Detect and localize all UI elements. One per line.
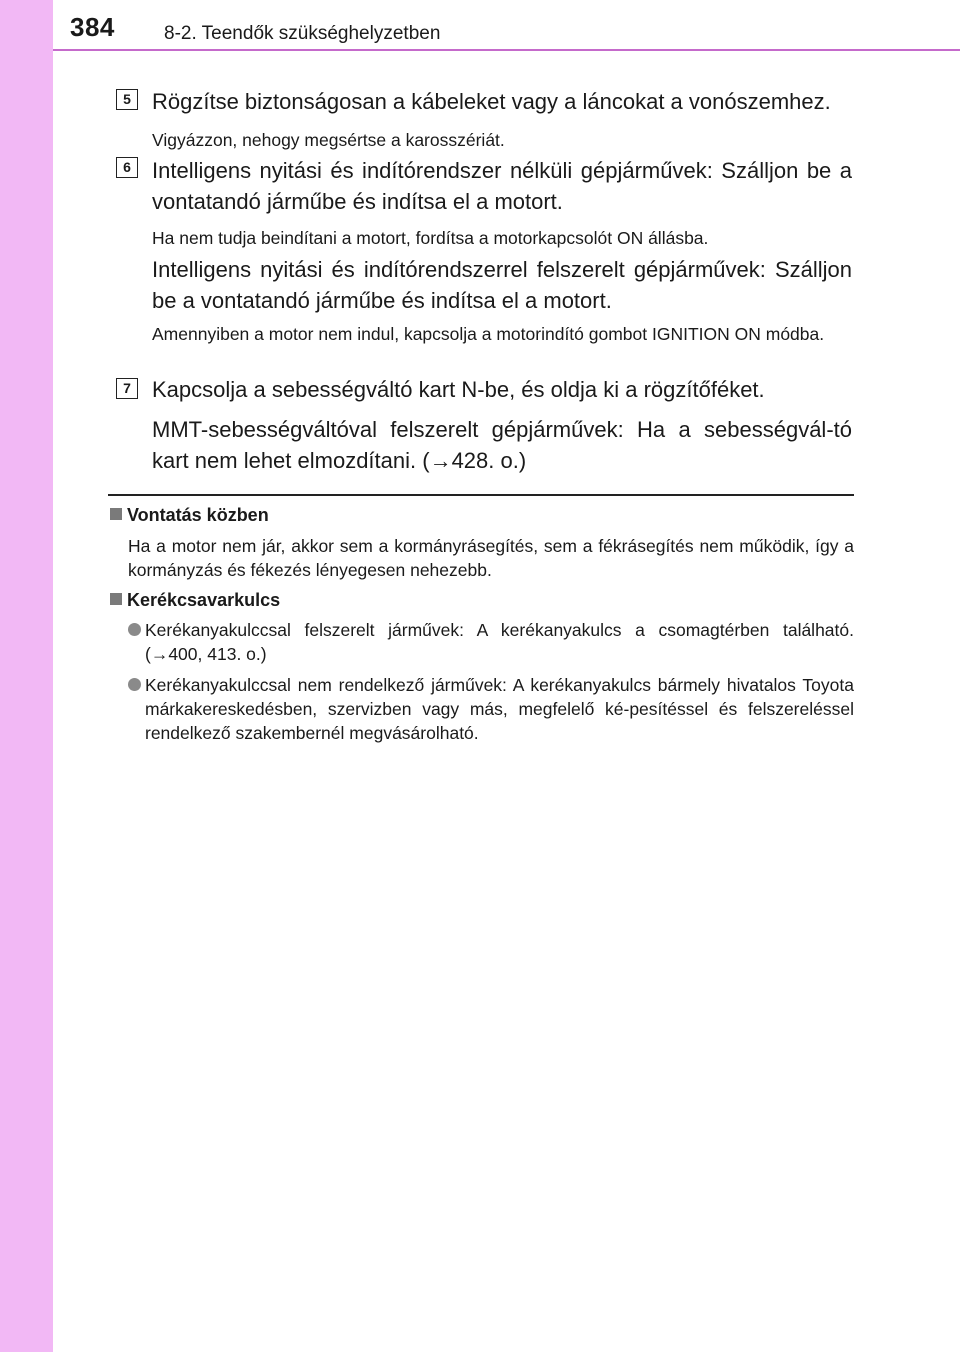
list-item-text: Kerékanyakulccsal nem rendelkező járművek: A kerékanyakulcs bármely hivatalos Toyota márkakereskedésben, szervizben vagy más, megfelelő ké-pesítéssel és felszereléssel rendelkező szakembernél megvásárolható.: [145, 675, 854, 743]
circle-bullet-icon: [128, 623, 141, 636]
square-bullet-icon: [110, 508, 122, 520]
section-title: 8-2. Teendők szükséghelyzetben: [164, 23, 441, 44]
chapter-tab-sidebar: [0, 0, 53, 1352]
step-5-note: Vigyázzon, nehogy megsértse a karosszériát.: [152, 130, 505, 150]
step-6-note-1: Ha nem tudja beindítani a motort, fordítsa a motorkapcsolót ON állásba.: [152, 228, 709, 248]
page-number: 384: [70, 12, 115, 42]
step-number-6: 6: [116, 157, 138, 178]
step-6-instruction: Intelligens nyitási és indítórendszer nélküli gépjárművek: Szálljon be a vontatandó járműbe és indítsa el a motort.: [152, 158, 852, 214]
note-heading-text: Vontatás közben: [127, 505, 269, 525]
circle-bullet-icon: [128, 678, 141, 691]
step-6-note-2: Amennyiben a motor nem indul, kapcsolja a motorindító gombot IGNITION ON módba.: [152, 324, 825, 344]
list-item-text: Kerékanyakulccsal felszerelt járművek: A kerékanyakulcs a csomagtérben található. (→400, 413. o.): [145, 620, 854, 664]
note-heading-towing: [110, 505, 269, 526]
step-7-instruction: Kapcsolja a sebességváltó kart N-be, és oldja ki a rögzítőféket.: [152, 377, 765, 402]
step-5-instruction: Rögzítse biztonságosan a kábeleket vagy a láncokat a vonószemhez.: [152, 89, 831, 114]
square-bullet-icon: [110, 593, 122, 605]
list-item: [128, 618, 854, 666]
note-towing-body: Ha a motor nem jár, akkor sem a kormányrásegítés, sem a fékrásegítés nem működik, így a kormányzás és fékezés lényegesen nehezebb.: [128, 536, 854, 580]
step-7-instruction-2: MMT-sebességváltóval felszerelt gépjárművek: Ha a sebességvál-tó kart nem lehet elmozdítani. (→428. o.): [152, 417, 852, 473]
section-divider: [108, 494, 854, 496]
note-heading-text: Kerékcsavarkulcs: [127, 590, 281, 610]
step-number-7: 7: [116, 378, 138, 399]
list-item: [128, 673, 854, 745]
step-6-instruction-2: Intelligens nyitási és indítórendszerrel felszerelt gépjárművek: Szálljon be a vontatandó járműbe és indítsa el a motort.: [152, 257, 852, 313]
note-heading-wrench: [110, 590, 280, 611]
header-divider: [53, 49, 960, 51]
step-number-5: 5: [116, 89, 138, 110]
